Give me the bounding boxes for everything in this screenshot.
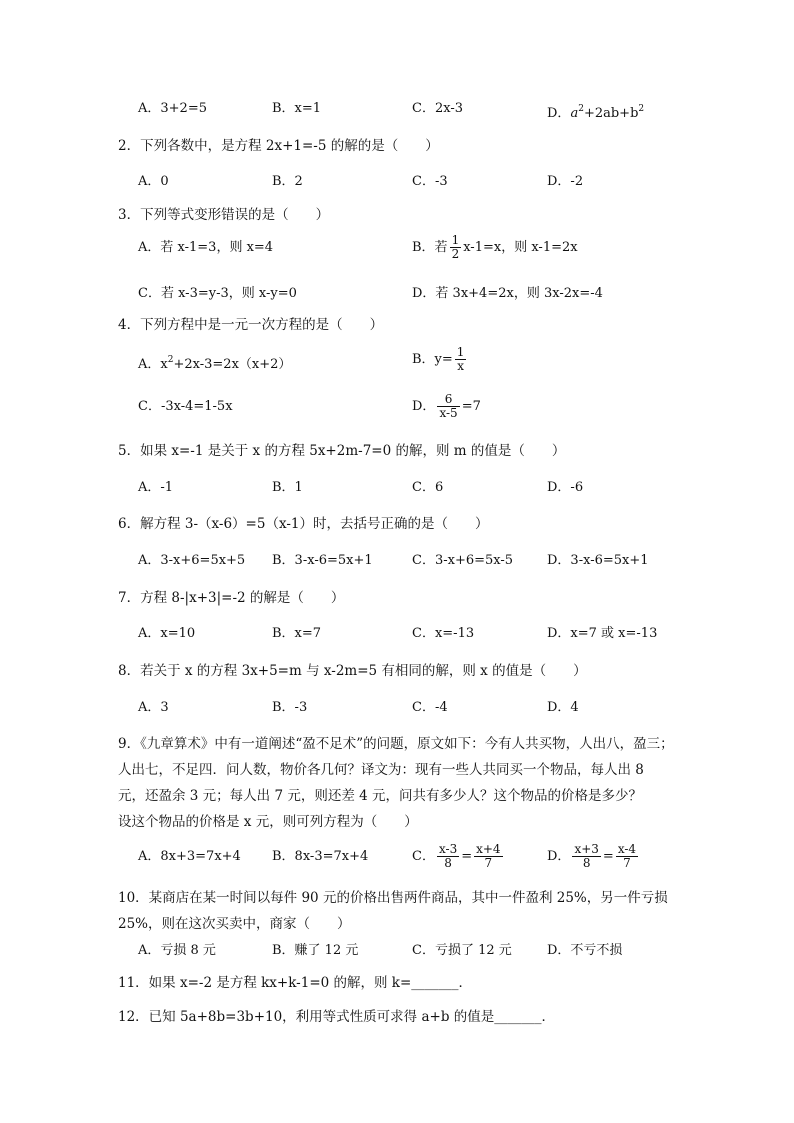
- q8-stem: 8．若关于 x 的方程 3x+5=m 与 x-2m=5 有相同的解，则 x 的值是（ ）: [118, 663, 587, 679]
- q9-line-3: 元，还盈余 3 元；每人出 7 元，则还差 4 元，问共有多少人？这个物品的价格是多少？: [118, 788, 643, 804]
- q2-option-d: D．-2: [547, 174, 584, 189]
- q9-line-1: 9．《九章算术》中有一道阐述“盈不足术”的问题，原文如下：今有人共买物，人出八，盈三；: [118, 736, 674, 752]
- q11-stem: 11．如果 x=-2 是方程 kx+k-1=0 的解，则 k=_______．: [118, 975, 473, 991]
- q6-option-d: D．3-x-6=5x+1: [547, 553, 649, 568]
- q12-stem: 12．已知 5a+8b=3b+10，利用等式性质可求得 a+b 的值是_______．: [118, 1009, 556, 1025]
- q5-option-b: B．1: [272, 480, 303, 495]
- q7-option-d: D．x=7 或 x=-13: [547, 626, 658, 641]
- q4-option-a: A．$x^2+2x-3=2x(x+2)$: [138, 355, 292, 372]
- q4-options-row1: [0, 346, 794, 374]
- q10-line-2: 25%，则在这次买卖中，商家（ ）: [118, 916, 351, 932]
- q6-option-b: B．3-x-6=5x+1: [272, 553, 373, 568]
- q3-option-b-fraction: $\frac{1}{2}$: [451, 233, 460, 261]
- q7-stem: 7．方程 8-|x+3|=-2 的解是（ ）: [118, 590, 345, 606]
- q9-option-d-fraction-left: $\frac{x+3}{8}$: [574, 842, 599, 870]
- q6-option-a: A．3-x+6=5x+5: [138, 553, 246, 568]
- q9-line-2: 人出七，不足四．问人数，物价各几何？译文为：现有一些人共同买一个物品，每人出 8: [118, 762, 644, 778]
- q7-option-c: C．x=-13: [412, 626, 475, 641]
- q9-option-c-fraction-right: $\frac{x+4}{7}$: [476, 842, 501, 870]
- q5-options: [0, 474, 794, 502]
- q8-options: [0, 694, 794, 722]
- q4-option-b-fraction: $\frac{1}{x}$: [456, 345, 465, 373]
- q3-stem: 3．下列等式变形错误的是（ ）: [118, 207, 330, 223]
- q2-options: [0, 168, 794, 196]
- q3-option-b: B．若 $\frac{1}{2}$ x-1=x，则 x-1=2x: [412, 233, 578, 261]
- q7-options: [0, 620, 794, 648]
- q10-line-1: 10．某商店在某一时间以每件 90 元的价格出售两件商品，其中一件盈利 25%，另一件亏损: [118, 890, 668, 906]
- q7-option-a: A．x=10: [138, 626, 196, 641]
- q1-options: [0, 95, 794, 123]
- q3-option-a: A．若 x-1=3，则 x=4: [138, 240, 274, 255]
- q8-option-a: A．3: [138, 700, 169, 715]
- q9-options: [0, 843, 794, 871]
- q3-option-c: C．若 x-3=y-3，则 x-y=0: [138, 286, 297, 301]
- q1-option-c: C．2x-3: [412, 101, 463, 116]
- q5-stem: 5．如果 x=-1 是关于 x 的方程 5x+2m-7=0 的解，则 m 的值是（ ）: [118, 443, 566, 459]
- q9-option-a: A．8x+3=7x+4: [138, 849, 241, 864]
- q3-options-row2: [0, 280, 794, 308]
- q6-options: [0, 547, 794, 575]
- q10-option-a: A．亏损 8 元: [138, 943, 216, 958]
- q10-option-c: C．亏损了 12 元: [412, 943, 512, 958]
- q5-option-c: C．6: [412, 480, 444, 495]
- q6-stem: 6．解方程 3-（x-6）=5（x-1）时，去括号正确的是（ ）: [118, 516, 489, 532]
- q4-option-b: B．y= $\frac{1}{x}$: [412, 345, 465, 373]
- q2-option-c: C．-3: [412, 174, 448, 189]
- q9-option-c: C． $\frac{x-3}{8}$ = $\frac{x+4}{7}$: [412, 842, 501, 870]
- q8-option-c: C．-4: [412, 700, 448, 715]
- q8-option-d: D．4: [547, 700, 579, 715]
- q4-options-row2: [0, 393, 794, 421]
- q5-option-a: A．-1: [138, 480, 174, 495]
- q6-option-c: C．3-x+6=5x-5: [412, 553, 514, 568]
- q10-option-b: B．赚了 12 元: [272, 943, 359, 958]
- q2-option-a: A．0: [138, 174, 169, 189]
- q4-option-d: D． $\frac{6}{x-5}$ =7: [412, 392, 481, 420]
- q4-option-c: C．-3x-4=1-5x: [138, 399, 233, 414]
- q9-option-b: B．8x-3=7x+4: [272, 849, 369, 864]
- q3-options-row1: [0, 234, 794, 262]
- q7-option-b: B．x=7: [272, 626, 322, 641]
- q8-option-b: B．-3: [272, 700, 308, 715]
- q1-option-d: D．$a^2+2ab+b^2$: [547, 104, 645, 121]
- q4-option-d-fraction: $\frac{6}{x-5}$: [439, 392, 458, 420]
- q3-option-d: D．若 3x+4=2x，则 3x-2x=-4: [412, 286, 603, 301]
- q9-option-d: D． $\frac{x+3}{8}$ = $\frac{x-4}{7}$: [547, 842, 637, 870]
- q10-options: [0, 937, 794, 965]
- q9-line-4: 设这个物品的价格是 x 元，则可列方程为（ ）: [118, 814, 418, 830]
- q9-option-d-fraction-right: $\frac{x-4}{7}$: [617, 842, 637, 870]
- q1-option-b: B．x=1: [272, 101, 322, 116]
- q2-option-b: B．2: [272, 174, 303, 189]
- q9-option-c-fraction-left: $\frac{x-3}{8}$: [438, 842, 458, 870]
- q1-option-a: A．3+2=5: [138, 101, 207, 116]
- q4-stem: 4．下列方程中是一元一次方程的是（ ）: [118, 317, 384, 333]
- q10-option-d: D．不亏不损: [547, 943, 623, 958]
- q2-stem: 2．下列各数中，是方程 2x+1=-5 的解的是（ ）: [118, 138, 439, 154]
- q5-option-d: D．-6: [547, 480, 584, 495]
